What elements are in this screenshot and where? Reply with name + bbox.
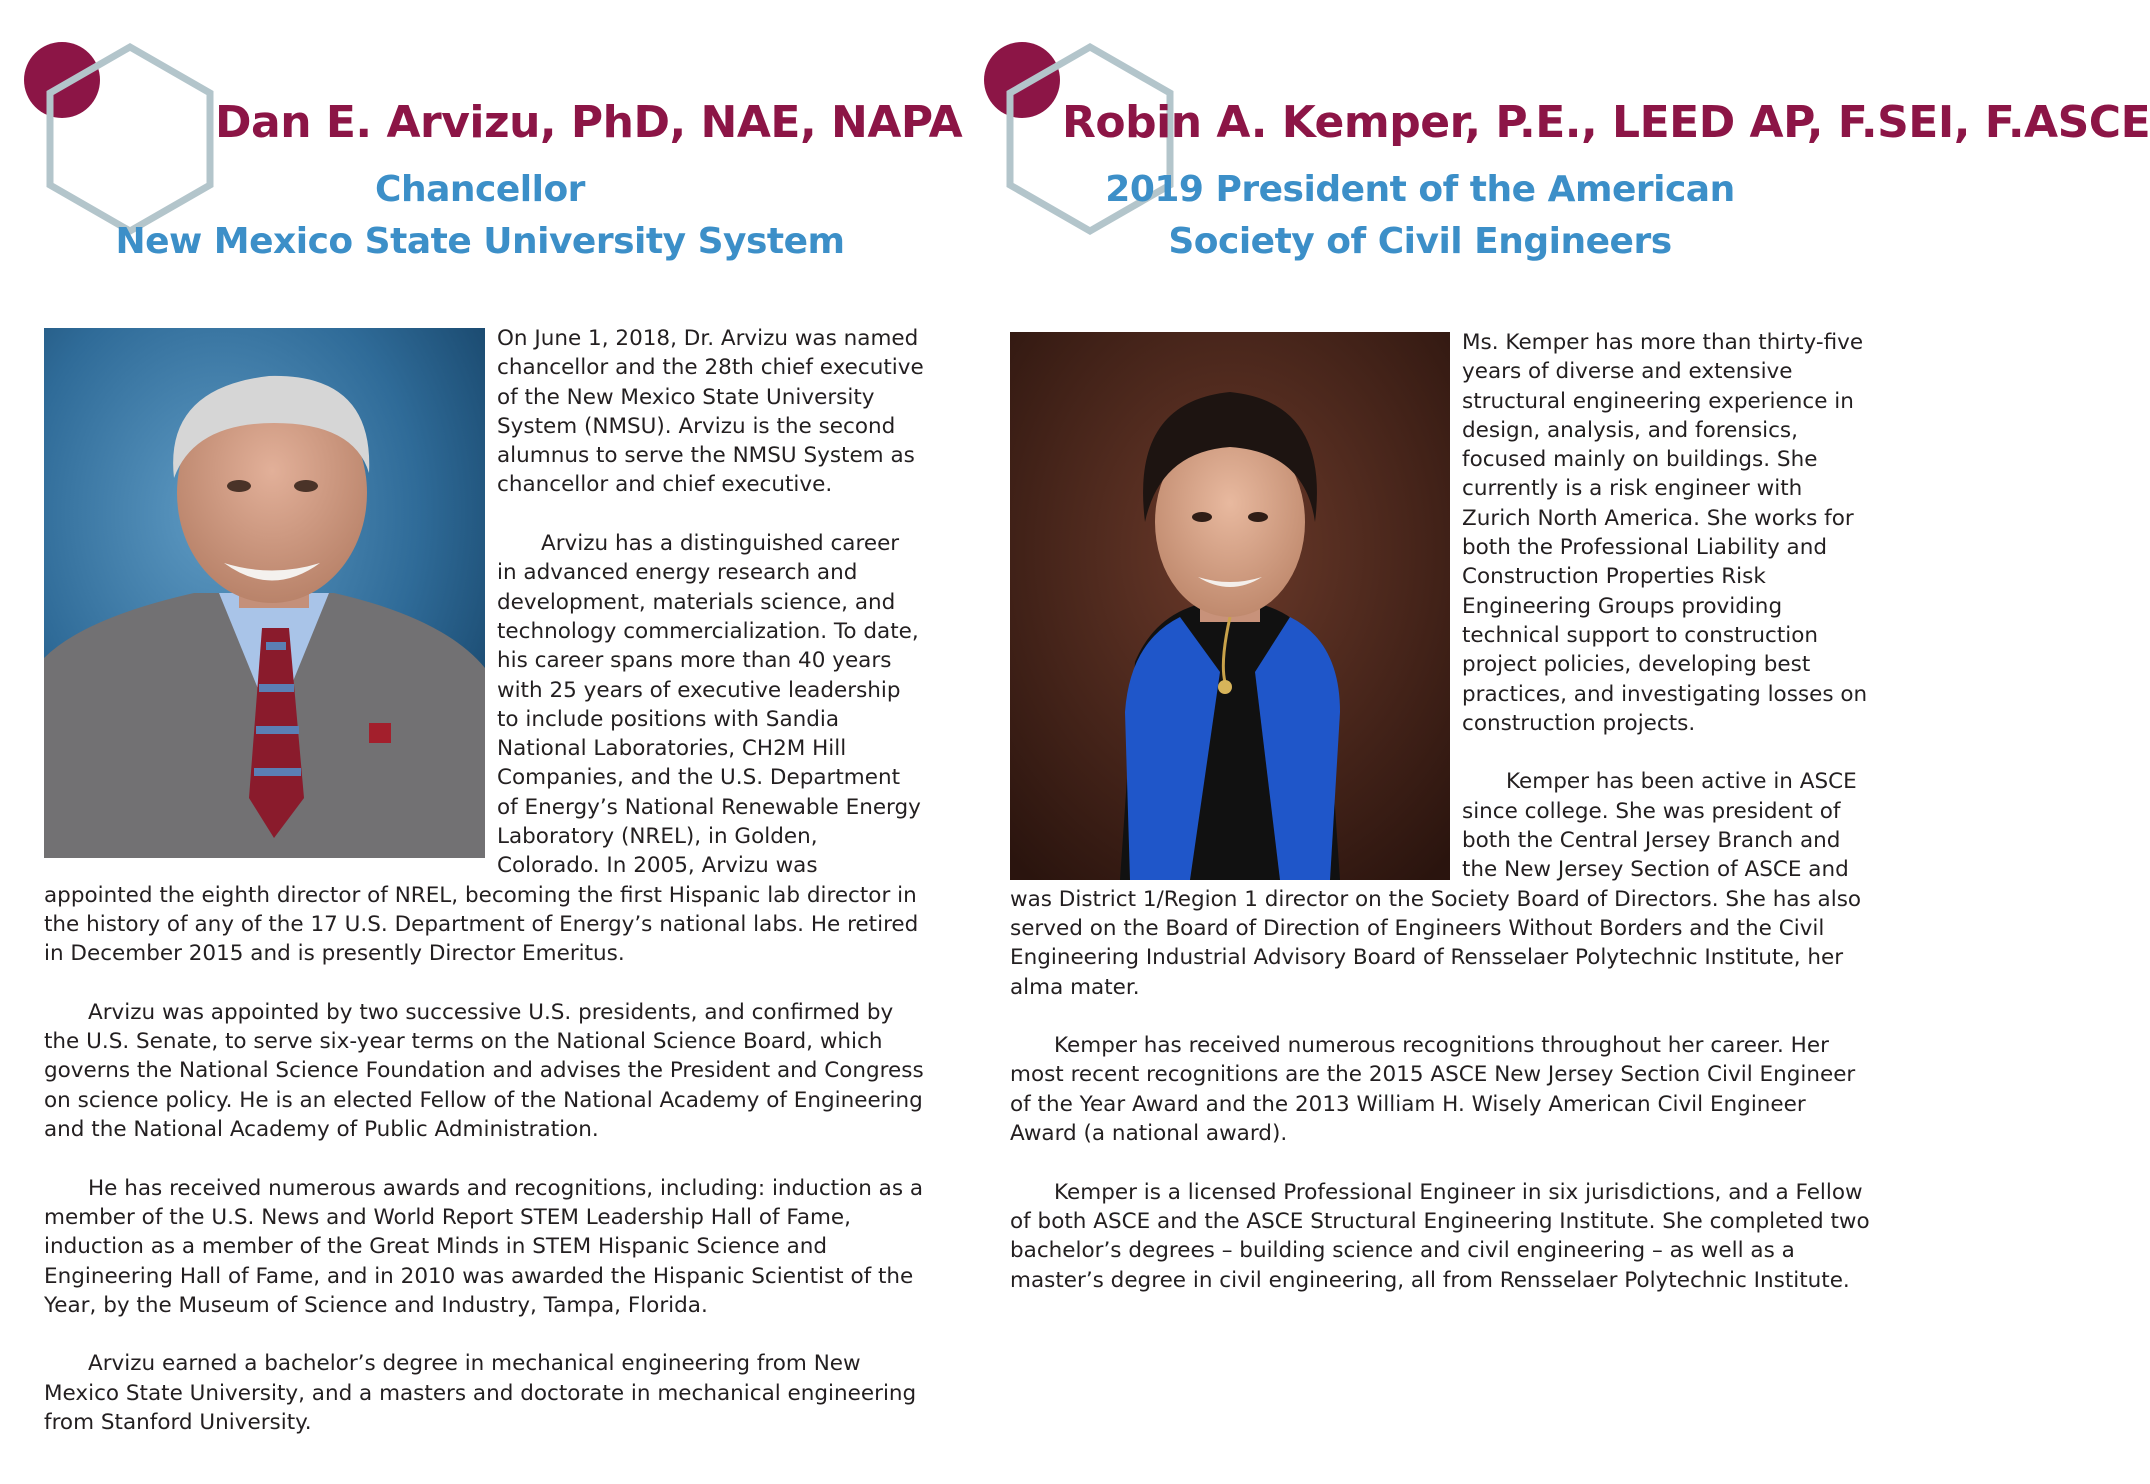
title-line: 2019 President of the American	[1105, 169, 1735, 210]
portrait-woman-icon	[1010, 332, 1450, 880]
profile-name: Robin A. Kemper, P.E., LEED AP, F.SEI, F.ASCE	[1062, 97, 2150, 148]
bio-paragraph: He has received numerous awards and recognitions, including: induction as a member of the U.S. News and World Report STEM Leadership Hall of Fame, induction as a member of the Great Minds in STEM Hispanic Science and Engineering Hall of Fame, and in 2010 was awarded the Hispanic Scientist of the Year, by the Museum of Science and Industry, Tampa, Florida.	[44, 1175, 924, 1318]
bio-paragraph: Kemper has been active in ASCE since college. She was president of both the Central Jersey Branch and the New Jersey Section of ASCE and was District 1/Region 1 director on the Society Board of Directors. She has also served on the Board of Direction of Engineers Without Borders and the Civil Engineering Industrial Advisory Board of Rensselaer Polytechnic Institute, her alma mater.	[1010, 769, 1862, 1000]
profile-name: Dan E. Arvizu, PhD, NAE, NAPA	[215, 97, 963, 148]
bio-paragraph: On June 1, 2018, Dr. Arvizu was named chancellor and the 28th chief executive of the New Mexico State University System (NMSU). Arvizu is the second alumnus to serve the NMSU System as chancellor and chief executive.	[497, 326, 924, 498]
portrait-photo	[1010, 332, 1450, 880]
bio-paragraph: Ms. Kemper has more than thirty-five years of diverse and extensive structural engineering experience in design, analysis, and forensics, focused mainly on buildings. She currently is a risk engineer with Zurich North America. She works for both the Professional Liability and Construction Properties Risk Engineering Groups providing technical support to construction project policies, developing best practices, and investigating losses on construction projects.	[1462, 330, 1868, 736]
title-line: Society of Civil Engineers	[1168, 221, 1672, 262]
profile-title	[940, 164, 1900, 268]
bio-paragraph: Arvizu has a distinguished career in advanced energy research and development, materials science, and technology commercialization. To date, his career spans more than 40 years with 25 years of executive leadership to include positions with Sandia National Laboratories, CH2M Hill Companies, and the U.S. Department of Energy’s National Renewable Energy Laboratory (NREL), in Golden, Colorado. In 2005, Arvizu was appointed the eighth director of NREL, becoming the first Hispanic lab director in the history of any of the 17 U.S. Department of Energy’s national labs. He retired in December 2015 and is presently Director Emeritus.	[44, 531, 921, 967]
bio-paragraph: Kemper is a licensed Professional Engineer in six jurisdictions, and a Fellow of both ASCE and the ASCE Structural Engineering Institute. She completed two bachelor’s degrees – building science and civil engineering – as well as a master’s degree in civil engineering, all from Rensselaer Polytechnic Institute.	[1010, 1179, 1870, 1293]
biography	[1010, 328, 1870, 1324]
biography	[44, 324, 924, 1467]
title-line: Chancellor	[375, 169, 585, 210]
profile-left	[0, 0, 963, 1484]
profile-right	[960, 0, 2150, 1484]
title-line: New Mexico State University System	[115, 221, 845, 262]
bio-paragraph: Kemper has received numerous recognitions throughout her career. Her most recent recognitions are the 2015 ASCE New Jersey Section Civil Engineer of the Year Award and the 2013 William H. Wisely American Civil Engineer Award (a national award).	[1010, 1033, 1856, 1147]
profile-title	[0, 164, 960, 268]
bio-paragraph: Arvizu earned a bachelor’s degree in mechanical engineering from New Mexico State University, and a masters and doctorate in mechanical engineering from Stanford University.	[44, 1351, 917, 1435]
portrait-man-icon	[44, 328, 485, 858]
portrait-photo	[44, 328, 485, 858]
bio-paragraph: Arvizu was appointed by two successive U.S. presidents, and confirmed by the U.S. Senate, to serve six-year terms on the National Science Board, which governs the National Science Foundation and advises the President and Congress on science policy. He is an elected Fellow of the National Academy of Engineering and the National Academy of Public Administration.	[44, 999, 924, 1143]
